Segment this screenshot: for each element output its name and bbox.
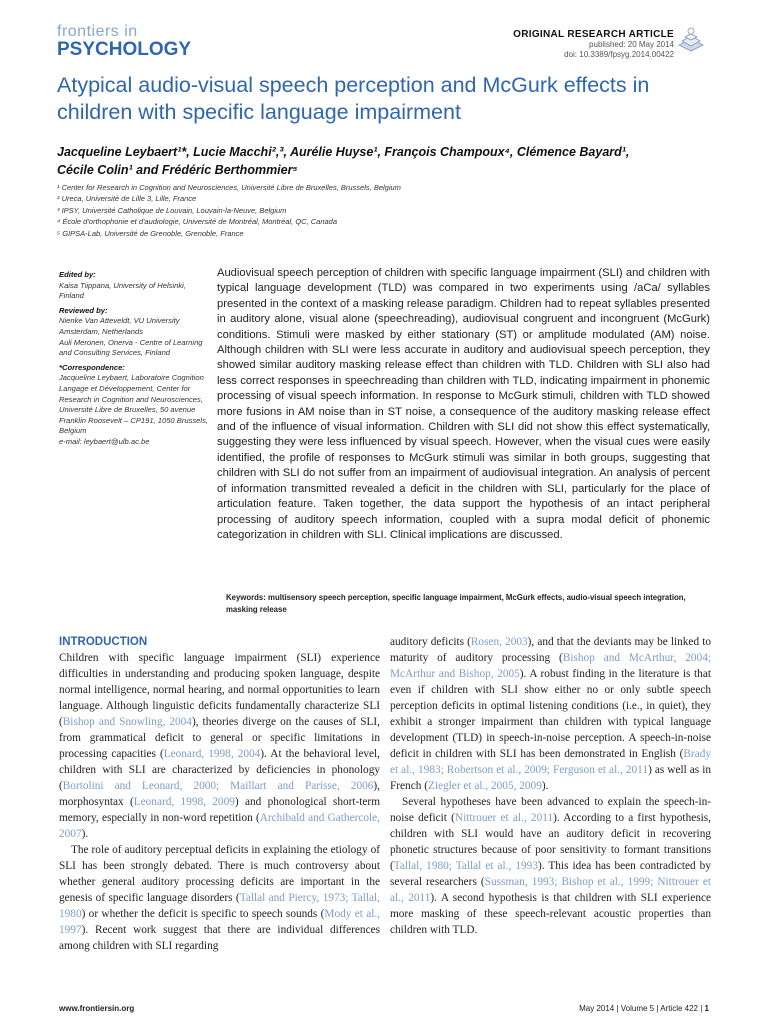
- keywords: [226, 592, 710, 616]
- edited-by-label: Edited by:: [59, 270, 96, 279]
- keywords-label: Keywords:: [226, 593, 266, 602]
- paragraph: Children with specific language impairment (SLI) experience difficulties in understanding and producing spoken language, despite normal intelligence, normal hearing, and normal opportunities to learn language. Although linguistic deficits fundamentally characterize SLI (Bishop and Snowling, 2004), theories diverge on the causes of SLI, from grammatical deficit to general or specific limitations in processing capacities (Leonard, 1998, 2004). At the behavioral level, children with SLI are characterized by deficiencies in phonology (Bortolini and Leonard, 2000; Maillart and Parisse, 2006), morphosyntax (Leonard, 1998, 2009) and phonological short-term memory, especially in non-word repetition (Archibald and Gathercole, 2007).: [59, 652, 381, 840]
- affiliation: ³ IPSY, Université Catholique de Louvain, Louvain-la-Neuve, Belgium: [57, 205, 287, 215]
- doi: doi: 10.3389/fpsyg.2014.00422: [564, 50, 674, 59]
- keywords-list: multisensory speech perception, specific language impairment, McGurk effects, audio-visual speech integration, masking release: [226, 593, 686, 614]
- affiliation: ⁵ GIPSA-Lab, Université de Grenoble, Grenoble, France: [57, 228, 244, 238]
- article-header-info: [513, 29, 674, 60]
- author-list: [57, 143, 707, 179]
- affiliation: ⁴ École d'orthophonie et d'audiologie, Université de Montréal, Montréal, QC, Canada: [57, 217, 338, 227]
- editorial-sidebar: [59, 270, 209, 448]
- page-footer: [59, 1004, 709, 1013]
- affiliation: ¹ Center for Research in Cognition and Neurosciences, Université Libre de Bruxelles, Brussels, Belgium: [57, 183, 401, 192]
- journal-logo-top: frontiers in: [57, 23, 138, 40]
- affiliations: [57, 182, 707, 239]
- journal-logo-bottom: PSYCHOLOGY: [57, 39, 192, 60]
- published-date: published: 20 May 2014: [589, 40, 674, 49]
- volume-article: May 2014 | Volume 5 | Article 422 |: [579, 1004, 703, 1013]
- editor: Kaisa Tiippana, University of Helsinki, Finland: [59, 280, 186, 301]
- journal-url[interactable]: www.frontiersin.org: [59, 1004, 135, 1013]
- reviewed-by-label: Reviewed by:: [59, 305, 108, 315]
- article-type: ORIGINAL RESEARCH ARTICLE: [513, 29, 674, 40]
- reviewer: Nienke Van Atteveldt, VU University Amsterdam, Netherlands: [59, 316, 180, 336]
- abstract: Audiovisual speech perception of children with specific language impairment (SLI) and children with typical language development (TLD) was compared in two experiments using /aCa/ syllables presented in the context of a masking release paradigm. Children had to repeat syllables presented in auditory alone, visual alone (speechreading), audiovisual congruent and incongruent (McGurk) conditions. Stimuli were masked by either stationary (ST) or amplitude modulated (AM) noise. Although children with SLI were less accurate in auditory and audiovisual speech perception, they showed similar auditory masking release effect than children with TLD. Children with SLI also had less correct responses in speechreading than children with TLD, indicating impairment in phonemic processing of visual speech information. In response to McGurk stimuli, children with TLD showed more fusions in AM noise than in ST noise, a consequence of the auditory masking release effect and of the influence of visual information. Children with SLI did not show this effect systematically, suggesting they were less influenced by visual speech. However, when the visual cues were easily identified, the profile of responses to McGurk stimuli was similar in both groups, suggesting that children with SLI do not suffer from an impairment of audiovisual integration. An analysis of percent of information transmitted revealed a deficit in the children with SLI, particularly for the place of articulation feature. Taken together, the data support the hypothesis of an intact peripheral processing of auditory speech information, coupled with a supra modal deficit of phonemic categorization in children with SLI. Clinical implications are discussed.: [217, 267, 710, 541]
- section-heading: INTRODUCTION: [59, 636, 148, 648]
- paragraph: auditory deficits (Rosen, 2003), and that the deviants may be linked to maturity of auditory processing (Bishop and McArthur, 2004; McArthur and Bishop, 2005). A robust finding in the literature is that even if children with SLI show either no or only subtle speech perception deficits in optimal listening conditions (i.e., in quiet), they exhibit a stronger impairment than children with typical language development (TLD) in speech-in-noise perception. A speech-in-noise deficit in children with SLI has been demonstrated in English (Brady et al., 1983; Robertson et al., 2009; Ferguson et al., 2011) as well as in French (Ziegler et al., 2005, 2009).: [390, 636, 711, 792]
- correspondence-address: Jacqueline Leybaert, Laboratoire Cognition Langage et Développement, Center for Research in Cognition and Neurosciences, Université Libre de Bruxelles, 50 avenue Franklin Roosevelt – CP191, 1050 Brussels, Belgium: [59, 373, 208, 436]
- paragraph: Several hypotheses have been advanced to explain the speech-in-noise deficit (Nittrouer et al., 2011). According to a first hypothesis, children with SLI would have an auditory deficit in recovering phonetic structures because of poor sensitivity to formant transitions (Tallal, 1980; Tallal et al., 1993). This idea has been contradicted by several researchers (Sussman, 1993; Bishop et al., 1999; Nittrouer et al., 2011). A second hypothesis is that children with SLI experience more masking of these speech-relevant acoustic properties than children with TLD.: [390, 796, 711, 936]
- page-number: 1: [704, 1004, 709, 1013]
- body-column-left: [59, 634, 380, 954]
- correspondence-email: e-mail: leybaert@ulb.ac.be: [59, 436, 150, 446]
- correspondence-label: *Correspondence:: [59, 362, 125, 372]
- paragraph: The role of auditory perceptual deficits in explaining the etiology of SLI has been strongly debated. There is much controversy about whether general auditory processing deficits are important in the genesis of specific language disorders (Tallal and Piercy, 1973; Tallal, 1980) or whether the deficit is specific to speech sounds (Mody et al., 1997). Recent work suggest that there are individual differences among children with SLI regarding: [59, 844, 381, 952]
- article-type-badge-icon: [676, 25, 706, 55]
- reviewer: Auli Meronen, Onerva - Centre of Learning and Consulting Services, Finland: [59, 337, 203, 358]
- body-column-right: [390, 634, 711, 938]
- issue-info: [579, 1004, 709, 1013]
- article-title: Atypical audio-visual speech perception and McGurk effects in children with specific language impairment: [57, 73, 650, 124]
- author-line: Jacqueline Leybaert¹*, Lucie Macchi²,³, Aurélie Huyse¹, François Champoux⁴, Clémence Bayard¹,: [57, 145, 630, 159]
- affiliation: ² Ureca, Université de Lille 3, Lille, France: [57, 194, 197, 204]
- journal-logo: [57, 24, 191, 59]
- author-line: Cécile Colin¹ and Frédéric Berthommier⁵: [57, 163, 298, 177]
